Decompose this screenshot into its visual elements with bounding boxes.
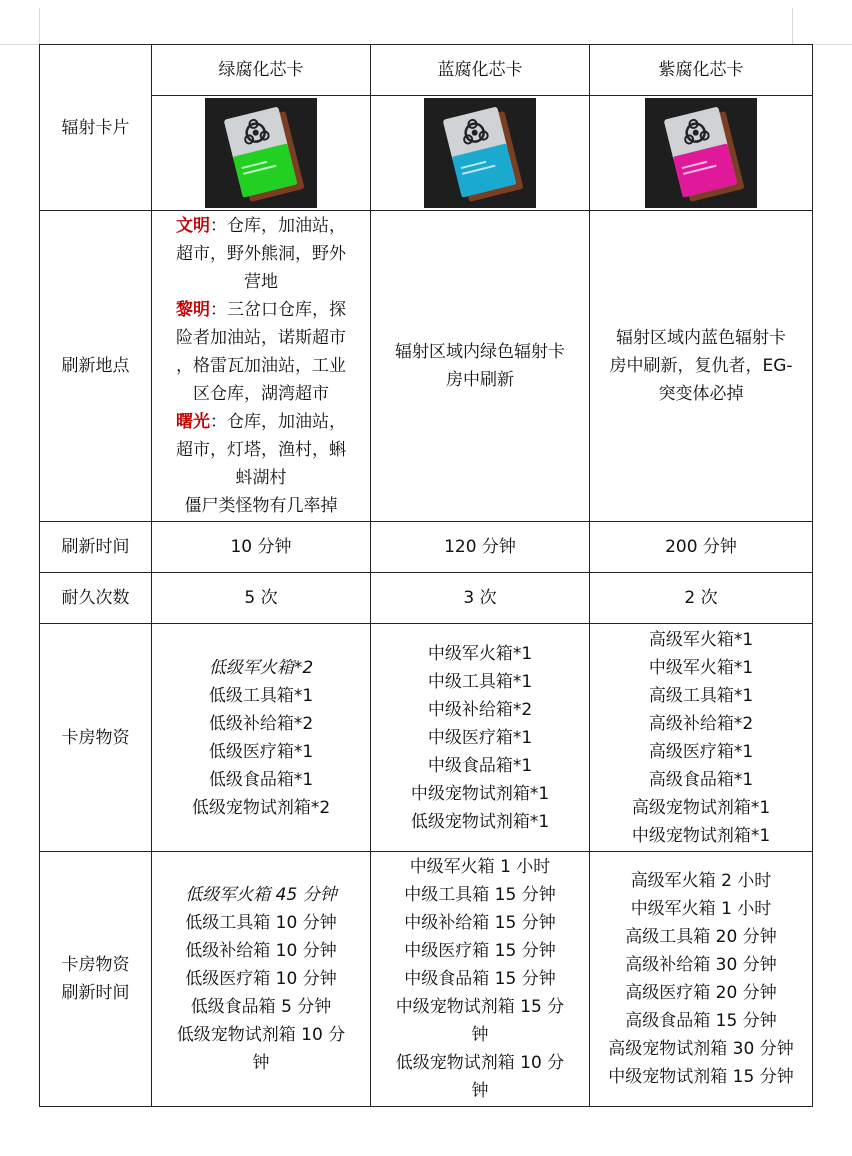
supply-refresh-row bbox=[40, 852, 813, 1107]
supplies-green bbox=[152, 624, 371, 852]
cell-line: 高级宠物试剂箱 30 分钟 bbox=[608, 1039, 794, 1059]
cell-line: 低级补给箱 10 分钟 bbox=[185, 941, 337, 961]
durability-purple: 2 次 bbox=[590, 573, 813, 624]
cell-line: 辐射区域内蓝色辐射卡 bbox=[616, 328, 786, 348]
cell-line: 中级食品箱 15 分钟 bbox=[404, 969, 556, 989]
cell-line: 中级军火箱*1 bbox=[427, 643, 533, 664]
region-tag: 曙光 bbox=[176, 412, 210, 432]
column-header-green: 绿腐化芯卡 bbox=[152, 45, 371, 96]
cell-line: 中级宠物试剂箱 15 分钟 bbox=[608, 1067, 794, 1087]
cell-line bbox=[158, 464, 364, 492]
supplies-blue bbox=[371, 624, 590, 852]
line-text: 险者加油站，诺斯超市 bbox=[176, 328, 346, 348]
cell-line: 中级食品箱*1 bbox=[427, 755, 533, 776]
cell-line bbox=[158, 492, 364, 520]
cell-line: 低级食品箱*1 bbox=[208, 769, 314, 790]
cell-line bbox=[158, 324, 364, 352]
cell-line: 中级军火箱 1 小时 bbox=[409, 857, 551, 877]
cell-line: 高级补给箱*2 bbox=[648, 713, 754, 734]
card-image-cell-blue bbox=[371, 96, 590, 211]
cell-line: 中级军火箱*1 bbox=[648, 657, 754, 678]
durability-green: 5 次 bbox=[152, 573, 371, 624]
cell-line: 中级军火箱 1 小时 bbox=[630, 899, 772, 919]
supplies-row bbox=[40, 624, 813, 852]
cell-line: 低级补给箱*2 bbox=[208, 713, 314, 734]
region-tag: 文明 bbox=[176, 216, 210, 236]
cell-line: 房中刷新 bbox=[446, 370, 514, 390]
refresh-location-row bbox=[40, 211, 813, 522]
refresh-location-blue bbox=[371, 211, 590, 522]
line-text: 区仓库，湖湾超市 bbox=[193, 384, 329, 404]
card-image-cell-purple bbox=[590, 96, 813, 211]
cell-line bbox=[158, 296, 364, 324]
cell-line: 高级食品箱 15 分钟 bbox=[625, 1011, 777, 1031]
card-image-row bbox=[40, 96, 813, 211]
refresh-time-purple: 200 分钟 bbox=[590, 522, 813, 573]
line-text: ：仓库，加油站， bbox=[210, 412, 346, 432]
cell-line: 中级宠物试剂箱*1 bbox=[410, 783, 550, 804]
row-label-line: 卡房物资 bbox=[61, 955, 130, 975]
cell-line: 中级宠物试剂箱 15 分 bbox=[395, 997, 565, 1017]
cell-line: 钟 bbox=[471, 1081, 489, 1101]
cell-line: 高级食品箱*1 bbox=[648, 769, 754, 790]
cell-line: 高级军火箱 2 小时 bbox=[630, 871, 772, 891]
cell-line: 低级工具箱*1 bbox=[208, 685, 314, 706]
cell-line: 辐射区域内绿色辐射卡 bbox=[395, 342, 565, 362]
cell-line bbox=[158, 212, 364, 240]
row-label-line: 刷新时间 bbox=[61, 983, 130, 1003]
cell-line: 低级工具箱 10 分钟 bbox=[185, 913, 337, 933]
row-label-refresh-time: 刷新时间 bbox=[40, 522, 152, 573]
cell-line bbox=[158, 352, 364, 380]
cell-line bbox=[158, 240, 364, 268]
cell-line: 钟 bbox=[252, 1053, 270, 1073]
cell-line: 低级医疗箱*1 bbox=[208, 741, 314, 762]
cell-line: 房中刷新，复仇者，EG- bbox=[609, 356, 793, 376]
line-text: 僵尸类怪物有几率掉 bbox=[184, 496, 338, 516]
cell-line: 低级食品箱 5 分钟 bbox=[190, 997, 332, 1017]
cell-line: 低级医疗箱 10 分钟 bbox=[185, 969, 337, 989]
refresh-location-green bbox=[152, 211, 371, 522]
line-text: ：三岔口仓库，探 bbox=[210, 300, 346, 320]
row-label-supply-refresh bbox=[40, 852, 152, 1107]
row-label-card: 辐射卡片 bbox=[40, 45, 152, 211]
biohazard-card-icon bbox=[205, 98, 317, 208]
cell-line: 高级宠物试剂箱*1 bbox=[631, 797, 771, 818]
supply-refresh-green bbox=[152, 852, 371, 1107]
cell-line: 中级医疗箱*1 bbox=[427, 727, 533, 748]
cell-line: 中级补给箱 15 分钟 bbox=[404, 913, 556, 933]
cell-line: 高级工具箱*1 bbox=[648, 685, 754, 706]
page-margin-marker-right bbox=[792, 8, 793, 44]
line-text: 超市，野外熊洞，野外 bbox=[176, 244, 346, 264]
cell-line: 突变体必掉 bbox=[658, 384, 744, 404]
cell-line: 高级补给箱 30 分钟 bbox=[625, 955, 777, 975]
cell-line: 中级医疗箱 15 分钟 bbox=[404, 941, 556, 961]
biohazard-card-icon bbox=[645, 98, 757, 208]
cell-line: 低级军火箱*2 bbox=[208, 657, 314, 678]
cell-line: 高级医疗箱*1 bbox=[648, 741, 754, 762]
supply-refresh-blue bbox=[371, 852, 590, 1107]
line-text: 蚪湖村 bbox=[235, 468, 287, 488]
cell-line: 中级工具箱 15 分钟 bbox=[404, 885, 556, 905]
cell-line: 低级宠物试剂箱*2 bbox=[191, 797, 331, 818]
cell-line: 高级军火箱*1 bbox=[648, 629, 754, 650]
row-label-durability: 耐久次数 bbox=[40, 573, 152, 624]
cell-line: 低级宠物试剂箱*1 bbox=[410, 811, 550, 832]
row-label-supplies: 卡房物资 bbox=[40, 624, 152, 852]
durability-blue: 3 次 bbox=[371, 573, 590, 624]
cell-line bbox=[158, 380, 364, 408]
refresh-time-green: 10 分钟 bbox=[152, 522, 371, 573]
cell-line bbox=[158, 408, 364, 436]
refresh-location-purple bbox=[590, 211, 813, 522]
line-text: ：仓库，加油站， bbox=[210, 216, 346, 236]
biohazard-card-icon bbox=[424, 98, 536, 208]
region-tag: 黎明 bbox=[176, 300, 210, 320]
header-row bbox=[40, 45, 813, 96]
column-header-purple: 紫腐化芯卡 bbox=[590, 45, 813, 96]
supply-refresh-purple bbox=[590, 852, 813, 1107]
column-header-blue: 蓝腐化芯卡 bbox=[371, 45, 590, 96]
cell-line bbox=[158, 268, 364, 296]
durability-row bbox=[40, 573, 813, 624]
supplies-purple bbox=[590, 624, 813, 852]
cell-line: 低级宠物试剂箱 10 分 bbox=[395, 1053, 565, 1073]
cell-line bbox=[158, 436, 364, 464]
cell-line: 中级工具箱*1 bbox=[427, 671, 533, 692]
card-image-cell-green bbox=[152, 96, 371, 211]
radiation-card-table bbox=[39, 44, 813, 1107]
page-margin-marker-left bbox=[39, 8, 40, 44]
line-text: ，格雷瓦加油站，工业 bbox=[176, 356, 346, 376]
refresh-time-blue: 120 分钟 bbox=[371, 522, 590, 573]
cell-line: 低级军火箱 45 分钟 bbox=[185, 885, 337, 905]
row-label-refresh-location: 刷新地点 bbox=[40, 211, 152, 522]
refresh-time-row bbox=[40, 522, 813, 573]
cell-line: 高级医疗箱 20 分钟 bbox=[625, 983, 777, 1003]
line-text: 营地 bbox=[244, 272, 278, 292]
cell-line: 钟 bbox=[471, 1025, 489, 1045]
cell-line: 中级补给箱*2 bbox=[427, 699, 533, 720]
cell-line: 高级工具箱 20 分钟 bbox=[625, 927, 777, 947]
cell-line: 低级宠物试剂箱 10 分 bbox=[176, 1025, 346, 1045]
cell-line: 中级宠物试剂箱*1 bbox=[631, 825, 771, 846]
line-text: 超市，灯塔，渔村，蝌 bbox=[176, 440, 346, 460]
